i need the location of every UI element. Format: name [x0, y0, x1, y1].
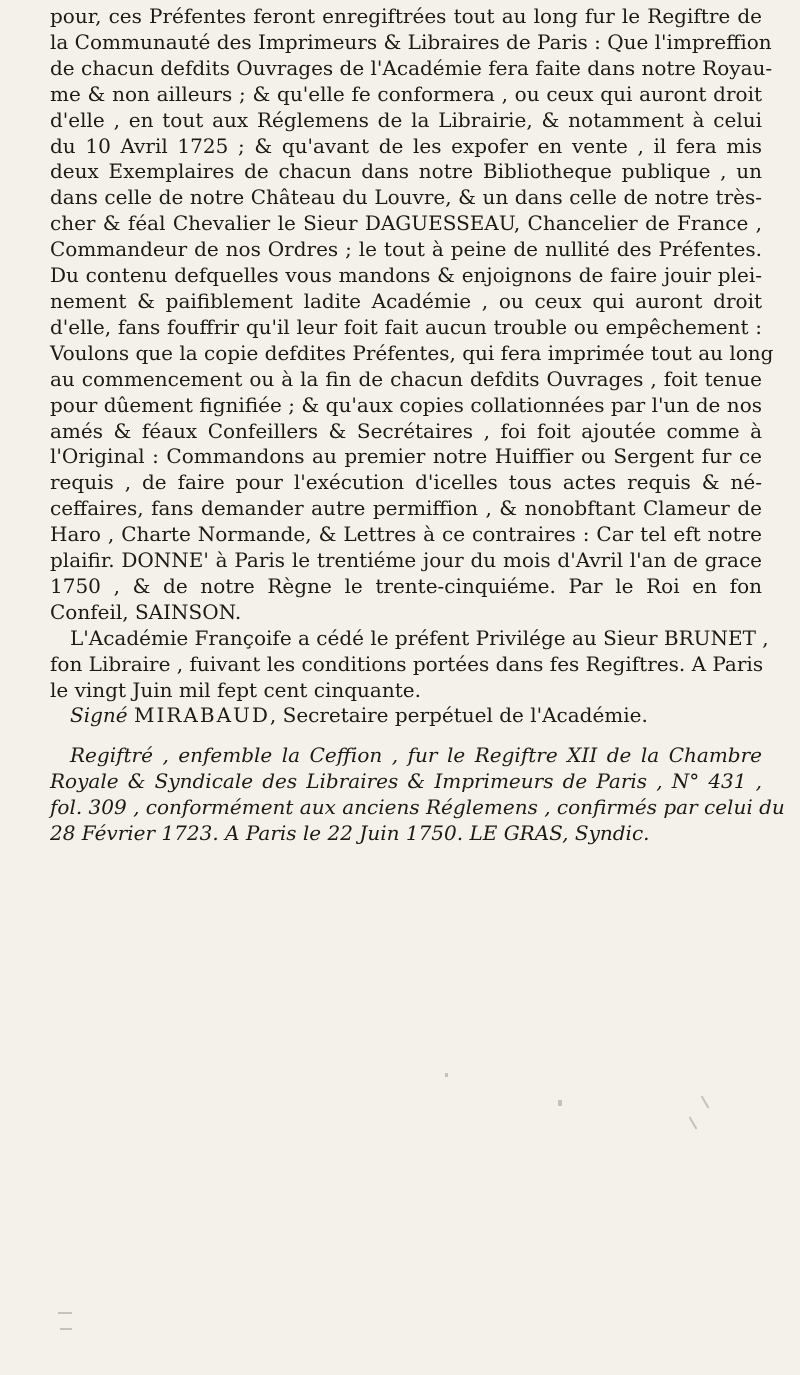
registration-paragraph: [50, 743, 785, 847]
text-line: d'elle , en tout aux Réglemens de la Librairie, & notamment à celui: [50, 107, 762, 132]
text-line: Regiftré , enfemble la Ceffion , fur le Regiftre XII de la Chambre: [70, 743, 762, 768]
paper-stain: [60, 1328, 72, 1330]
text-line: le vingt Juin mil fept cent cinquante.: [50, 677, 421, 702]
cession-paragraph: [50, 625, 769, 730]
text-line: plaifir. DONNE' à Paris le trentiéme jour du mois d'Avril l'an de grace: [50, 548, 762, 573]
text-line: deux Exemplaires de chacun dans notre Bibliotheque publique , un: [50, 159, 762, 184]
text-line: pour, ces Préfentes feront enregiftrées tout au long fur le Regiftre de: [50, 4, 762, 28]
signer-name: MIRABAUD: [133, 703, 270, 728]
text-line: pour dûement fignifiée ; & qu'aux copies collationnées par l'un de nos: [50, 392, 762, 417]
text-line: 28 Février 1723. A Paris le 22 Juin 1750. LE GRAS, Syndic.: [50, 821, 650, 846]
text-line: la Communauté des Imprimeurs & Libraires de Paris : Que l'impreffion: [50, 29, 772, 54]
text-line: Du contenu defquelles vous mandons & enjoignons de faire jouir plei-: [50, 263, 762, 288]
paper-stain: [689, 1116, 698, 1129]
signed-line: [50, 703, 762, 729]
spacer: [50, 729, 762, 743]
text-line: cher & féal Chevalier le Sieur DAGUESSEAU, Chancelier de France ,: [50, 211, 762, 236]
text-line: d'elle, fans fouffrir qu'il leur foit fait aucun trouble ou empêchement :: [50, 314, 762, 339]
paper-stain: [445, 1073, 448, 1077]
text-line: requis , de faire pour l'exécution d'icelles tous actes requis & né-: [50, 470, 762, 495]
paper-stain: [701, 1095, 710, 1108]
text-line: 1750 , & de notre Règne le trente-cinquiéme. Par le Roi en fon: [50, 573, 762, 598]
signature-line: Confeil, SAINSON.: [50, 599, 242, 624]
privilege-paragraph: [50, 4, 774, 626]
text-line: ceffaires, fans demander autre permiffion , & nonobftant Clameur de: [50, 496, 762, 521]
text-line: Royale & Syndicale des Libraires & Imprimeurs de Paris , N° 431 ,: [50, 769, 762, 794]
text-line: L'Académie Françoife a cédé le préfent Privilége au Sieur BRUNET ,: [70, 625, 769, 650]
text-line: nement & paifiblement ladite Académie , ou ceux qui auront droit: [50, 288, 762, 313]
text-line: dans celle de notre Château du Louvre, & un dans celle de notre très-: [50, 185, 762, 210]
text-line: Voulons que la copie defdites Préfentes, qui fera imprimée tout au long: [50, 340, 774, 365]
text-line: Haro , Charte Normande, & Lettres à ce contraires : Car tel eft notre: [50, 522, 762, 547]
text-line: de chacun defdits Ouvrages de l'Académie fera faite dans notre Royau-: [50, 55, 773, 80]
text-line: au commencement ou à la fin de chacun defdits Ouvrages , foit tenue: [50, 366, 762, 391]
text-line: du 10 Avril 1725 ; & qu'avant de les expofer en vente , il fera mis: [50, 133, 762, 158]
paper-stain: [558, 1100, 562, 1106]
paper-stain: [58, 1312, 72, 1314]
signed-prefix: Signé: [70, 703, 128, 728]
text-line: me & non ailleurs ; & qu'elle fe conformera , ou ceux qui auront droit: [50, 81, 762, 106]
text-line: Commandeur de nos Ordres ; le tout à peine de nullité des Préfentes.: [50, 237, 762, 262]
text-line: amés & féaux Confeillers & Secrétaires , foi foit ajoutée comme à: [50, 418, 762, 443]
text-line: fon Libraire , fuivant les conditions portées dans fes Regiftres. A Paris: [50, 651, 764, 676]
text-line: l'Original : Commandons au premier notre Huiffier ou Sergent fur ce: [50, 444, 762, 469]
privilege-text: [50, 4, 785, 847]
signer-title: , Secretaire perpétuel de l'Académie.: [269, 703, 648, 728]
text-line: fol. 309 , conformément aux anciens Réglemens , confirmés par celui du: [50, 795, 785, 820]
